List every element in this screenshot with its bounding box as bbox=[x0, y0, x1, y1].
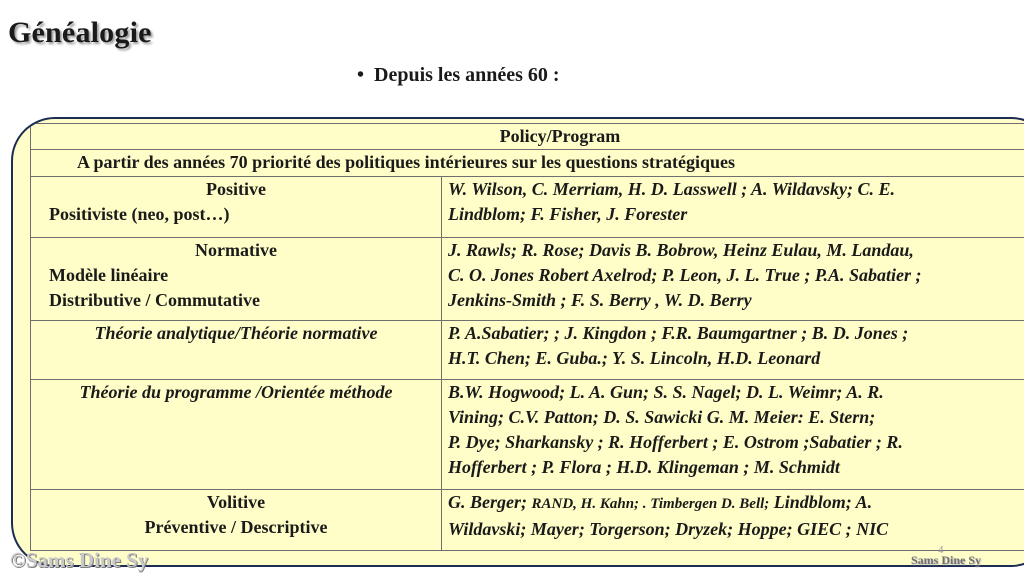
row-category-cell bbox=[31, 490, 442, 551]
row-authors-cell bbox=[442, 490, 1024, 551]
category-heading: Normative bbox=[195, 240, 277, 260]
category-heading: Théorie analytique/Théorie normative bbox=[94, 323, 378, 343]
authors-segment: G. Berger; bbox=[448, 492, 532, 512]
row-authors-cell bbox=[442, 238, 1024, 321]
authors-segment: Lindblom; A. bbox=[769, 492, 873, 512]
table-row bbox=[31, 238, 1024, 321]
table-row bbox=[31, 490, 1024, 551]
authors-line: W. Wilson, C. Merriam, H. D. Lasswell ; A. Wildavsky; C. E. bbox=[448, 179, 896, 199]
row-category-cell bbox=[31, 238, 442, 321]
row-authors-cell bbox=[442, 321, 1024, 380]
table-header-cell: Policy/Program bbox=[31, 124, 1024, 150]
slide-number: 4 bbox=[938, 544, 944, 556]
category-heading: Théorie du programme /Orientée méthode bbox=[79, 382, 393, 402]
row-authors-cell bbox=[442, 177, 1024, 238]
table-row bbox=[31, 177, 1024, 238]
watermark-left: ©Sams Dine Sy bbox=[10, 548, 149, 572]
slide-title: Généalogie bbox=[8, 16, 152, 49]
authors-line: C. O. Jones Robert Axelrod; P. Leon, J. L. True ; P.A. Sabatier ; bbox=[448, 265, 922, 285]
bullet-text: Depuis les années 60 : bbox=[374, 64, 560, 86]
authors-line: Hofferbert ; P. Flora ; H.D. Klingeman ; M. Schmidt bbox=[448, 457, 840, 477]
category-line: Distributive / Commutative bbox=[49, 290, 260, 310]
table-subheader-row bbox=[31, 150, 1024, 177]
table-row bbox=[31, 380, 1024, 490]
authors-line: P. Dye; Sharkansky ; R. Hofferbert ; E. Ostrom ;Sabatier ; R. bbox=[448, 432, 903, 452]
row-authors-cell bbox=[442, 380, 1024, 490]
table-row bbox=[31, 321, 1024, 380]
authors-line: H.T. Chen; E. Guba.; Y. S. Lincoln, H.D. Leonard bbox=[448, 348, 821, 368]
table-header-row bbox=[31, 124, 1024, 150]
authors-segment-small: RAND, H. Kahn; . Timbergen D. Bell; bbox=[531, 496, 770, 512]
authors-line bbox=[448, 490, 1024, 517]
watermark-right: Sams Dine Sy bbox=[911, 553, 982, 567]
category-heading: Positive bbox=[206, 179, 266, 199]
row-category-cell bbox=[31, 380, 442, 490]
authors-line: B.W. Hogwood; L. A. Gun; S. S. Nagel; D. L. Weimr; A. R. bbox=[448, 382, 884, 402]
authors-line: Lindblom; F. Fisher, J. Forester bbox=[448, 204, 688, 224]
authors-line: P. A.Sabatier; ; J. Kingdon ; F.R. Baumgartner ; B. D. Jones ; bbox=[448, 323, 909, 343]
authors-line: Jenkins-Smith ; F. S. Berry , W. D. Berry bbox=[448, 290, 752, 310]
table-subheader-cell: A partir des années 70 priorité des politiques intérieures sur les questions stratégiques bbox=[31, 150, 1024, 177]
bullet-item bbox=[357, 64, 560, 87]
row-category-cell bbox=[31, 177, 442, 238]
authors-line: Wildavski; Mayer; Torgerson; Dryzek; Hoppe; GIEC ; NIC bbox=[448, 519, 889, 539]
bullet-symbol: • bbox=[357, 64, 365, 86]
rounded-frame bbox=[11, 117, 1024, 567]
category-line: Positiviste (neo, post…) bbox=[49, 204, 230, 224]
genealogy-table bbox=[30, 123, 1024, 551]
category-line: Modèle linéaire bbox=[49, 265, 169, 285]
row-category-cell bbox=[31, 321, 442, 380]
category-line: Préventive / Descriptive bbox=[144, 517, 328, 537]
authors-line: Vining; C.V. Patton; D. S. Sawicki G. M. Meier: E. Stern; bbox=[448, 407, 876, 427]
category-heading: Volitive bbox=[206, 492, 266, 512]
authors-line: J. Rawls; R. Rose; Davis B. Bobrow, Heinz Eulau, M. Landau, bbox=[448, 240, 914, 260]
